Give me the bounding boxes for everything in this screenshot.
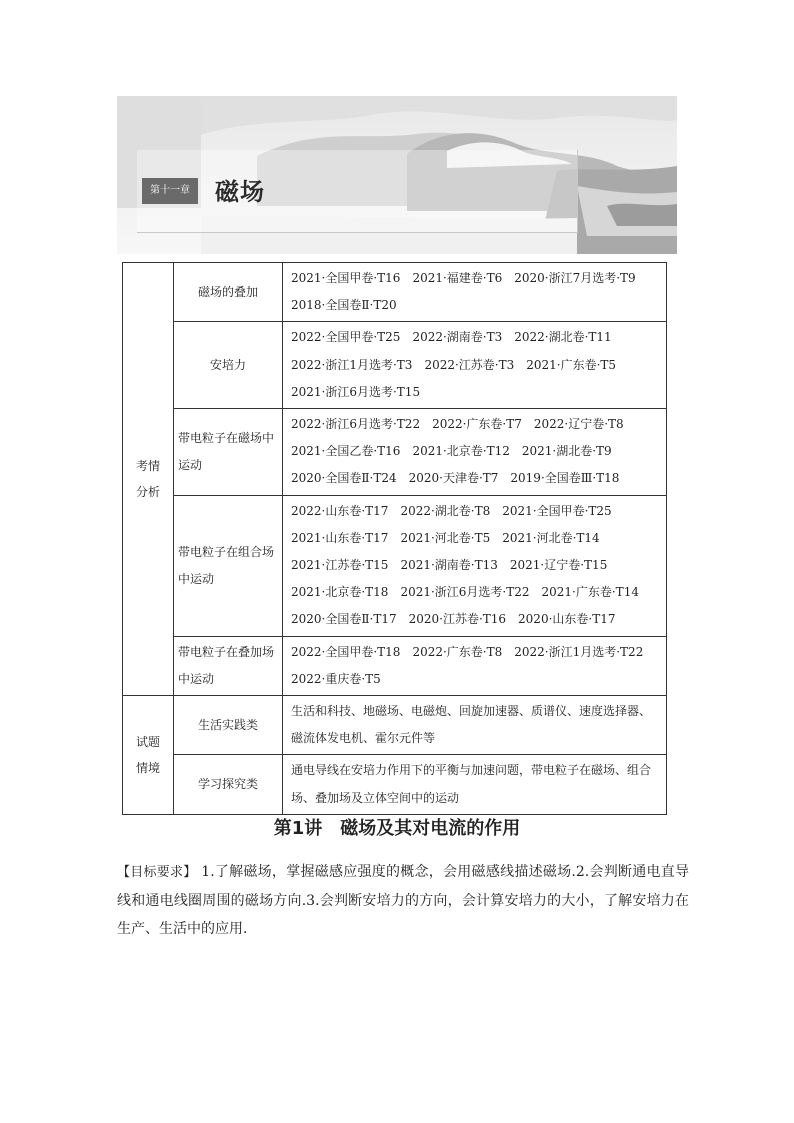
exam-line: 2018·全国卷Ⅱ·T20 bbox=[291, 298, 397, 313]
chapter-frame bbox=[137, 150, 578, 233]
exam-line: 2020·全国卷Ⅱ·T24 2020·天津卷·T7 2019·全国卷Ⅲ·T18 bbox=[291, 471, 620, 486]
exam-list-cell bbox=[283, 409, 667, 496]
table-row bbox=[123, 636, 667, 695]
topic-cell: 生活实践类 bbox=[174, 696, 283, 755]
context-text-cell: 生活和科技、地磁场、电磁炮、回旋加速器、质谱仪、速度选择器、磁流体发电机、霍尔元件等 bbox=[283, 696, 667, 755]
topic-cell: 带电粒子在组合场中运动 bbox=[174, 495, 283, 636]
context-text-cell: 通电导线在安培力作用下的平衡与加速问题，带电粒子在磁场、组合场、叠加场及立体空间中的运动 bbox=[283, 755, 667, 814]
chapter-banner bbox=[117, 96, 677, 254]
exam-analysis-table bbox=[122, 262, 667, 815]
exam-line: 2022·浙江6月选考·T22 2022·广东卷·T7 2022·辽宁卷·T8 bbox=[291, 417, 624, 432]
group-label-context: 试题情境 bbox=[123, 696, 174, 815]
table-row bbox=[123, 322, 667, 409]
exam-line: 2021·浙江6月选考·T15 bbox=[291, 384, 421, 399]
exam-line: 2021·全国乙卷·T16 2021·北京卷·T12 2021·湖北卷·T9 bbox=[291, 444, 612, 459]
exam-line: 2021·北京卷·T18 2021·浙江6月选考·T22 2021·广东卷·T14 bbox=[291, 585, 639, 600]
exam-list-cell bbox=[283, 322, 667, 409]
goals-text: 1.了解磁场，掌握磁感应强度的概念，会用磁感线描述磁场.2.会判断通电直导线和通电线圈周围的磁场方向.3.会判断安培力的方向，会计算安培力的大小，了解安培力在生产、生活中的应用. bbox=[117, 864, 689, 937]
exam-list-cell bbox=[283, 495, 667, 636]
topic-cell: 安培力 bbox=[174, 322, 283, 409]
table-row bbox=[123, 696, 667, 755]
exam-line: 2022·全国甲卷·T25 2022·湖南卷·T3 2022·湖北卷·T11 bbox=[291, 330, 612, 345]
table-row bbox=[123, 409, 667, 496]
table-row bbox=[123, 755, 667, 814]
exam-line: 2020·全国卷Ⅱ·T17 2020·江苏卷·T16 2020·山东卷·T17 bbox=[291, 612, 616, 627]
exam-line: 2022·重庆卷·T5 bbox=[291, 671, 381, 686]
topic-cell: 带电粒子在磁场中运动 bbox=[174, 409, 283, 496]
topic-cell: 学习探究类 bbox=[174, 755, 283, 814]
table-row bbox=[123, 495, 667, 636]
exam-line: 2021·全国甲卷·T16 2021·福建卷·T6 2020·浙江7月选考·T9 bbox=[291, 271, 636, 285]
goals-tag: 【目标要求】 bbox=[117, 865, 197, 880]
exam-line: 2022·浙江1月选考·T3 2022·江苏卷·T3 2021·广东卷·T5 bbox=[291, 357, 617, 372]
exam-line: 2022·全国甲卷·T18 2022·广东卷·T8 2022·浙江1月选考·T22 bbox=[291, 644, 644, 659]
exam-line: 2021·山东卷·T17 2021·河北卷·T5 2021·河北卷·T14 bbox=[291, 530, 600, 545]
chapter-title: 磁场 bbox=[215, 178, 265, 206]
topic-cell: 带电粒子在叠加场中运动 bbox=[174, 636, 283, 695]
topic-cell: 磁场的叠加 bbox=[174, 263, 283, 322]
exam-list-cell bbox=[283, 263, 667, 322]
chapter-badge: 第十一章 bbox=[142, 178, 198, 204]
exam-line: 2021·江苏卷·T15 2021·湖南卷·T13 2021·辽宁卷·T15 bbox=[291, 558, 608, 573]
table-row bbox=[123, 263, 667, 322]
exam-line: 2022·山东卷·T17 2022·湖北卷·T8 2021·全国甲卷·T25 bbox=[291, 503, 612, 518]
group-label-analysis: 考情分析 bbox=[123, 263, 174, 696]
learning-goals bbox=[117, 858, 689, 943]
exam-list-cell bbox=[283, 636, 667, 695]
lesson-title: 第1讲 磁场及其对电流的作用 bbox=[273, 818, 521, 839]
